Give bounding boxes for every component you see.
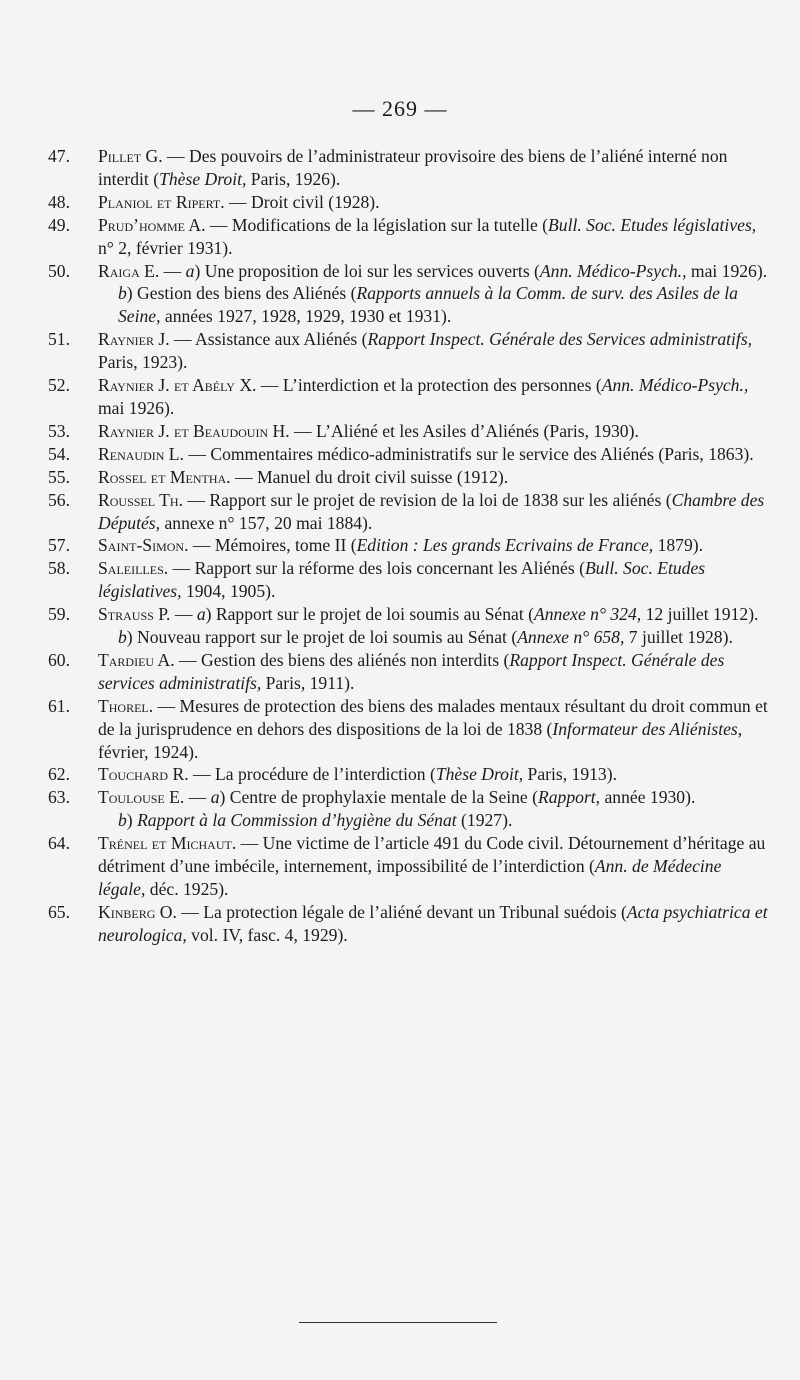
entry-text: mai 1926).: [98, 397, 175, 418]
entry-number: 48.: [48, 191, 70, 212]
entry-text: — Droit civil (1928).: [224, 191, 380, 212]
reference-entry: [48, 603, 768, 649]
entry-author: Raynier J. et Abély X.: [98, 375, 257, 396]
reference-entry: [48, 191, 768, 214]
entry-text: — Des pouvoirs de l’administrateur provisoire des biens de l’aliéné interné non interdit (: [98, 146, 728, 189]
entry-text: — Rapport sur la réforme des lois concernant les Aliénés (: [168, 558, 585, 579]
entry-number: 55.: [48, 466, 70, 487]
reference-entry: [48, 649, 768, 695]
entry-text: 1904, 1905).: [181, 581, 276, 602]
entry-text: 7 juillet 1928).: [624, 627, 733, 648]
entry-text: Paris, 1911).: [261, 672, 355, 693]
entry-text: (1927).: [456, 810, 513, 831]
entry-number: 59.: [48, 604, 70, 625]
reference-subentry: [98, 809, 768, 832]
entry-source: Ann. Médico-Psych.,: [539, 260, 687, 281]
entry-text: année 1930).: [600, 787, 696, 808]
entry-text: 12 juillet 1912).: [641, 604, 759, 625]
entry-number: 49.: [48, 214, 70, 235]
entry-text: mai 1926).: [686, 260, 768, 281]
entry-number: 47.: [48, 146, 70, 166]
entry-source: b: [118, 283, 127, 304]
reference-entry: [48, 557, 768, 603]
entry-author: Raynier J.: [98, 329, 170, 350]
entry-author: Raynier J. et Beaudouin H.: [98, 420, 290, 441]
entry-text: années 1927, 1928, 1929, 1930 et 1931).: [160, 306, 452, 327]
entry-text: ) Gestion des biens des Aliénés (: [126, 283, 357, 304]
entry-author: Strauss P.: [98, 604, 171, 625]
entry-author: Toulouse E.: [98, 787, 185, 808]
entry-source: Edition : Les grands Ecrivains de France,: [356, 535, 654, 556]
entry-text: — Commentaires médico-administratifs sur le service des Aliénés (Paris, 1863).: [183, 443, 754, 464]
entry-source: Annexe n° 658,: [517, 627, 625, 648]
entry-source: a: [185, 260, 195, 281]
entry-source: Annexe n° 324,: [533, 604, 642, 625]
reference-entry: [48, 328, 768, 374]
entry-number: 63.: [48, 787, 70, 808]
entry-text: Paris, 1926).: [246, 168, 341, 189]
entry-source: Thèse Droit,: [435, 764, 524, 785]
entry-author: Thorel.: [98, 695, 154, 716]
entry-number: 64.: [48, 833, 70, 854]
entry-text: annexe n° 157, 20 mai 1884).: [160, 512, 373, 533]
entry-source: a: [196, 604, 206, 625]
entry-source: Ann. de Médecine légale,: [98, 856, 722, 899]
page-number: — 269 —: [352, 96, 448, 121]
entry-number: 52.: [48, 375, 70, 396]
entry-text: —: [159, 260, 186, 281]
reference-entry: [48, 214, 768, 260]
entry-number: 61.: [48, 695, 70, 716]
separator-rule: [299, 1322, 497, 1323]
entry-author: Rossel et Mentha.: [98, 466, 231, 487]
reference-entry: [48, 489, 768, 535]
entry-text: — Rapport sur le projet de revision de la loi de 1838 sur les aliénés (: [182, 489, 672, 510]
reference-entry: [48, 695, 768, 764]
entry-text: — Gestion des biens des aliénés non interdits (: [174, 649, 510, 670]
entry-author: Renaudin L.: [98, 443, 184, 464]
references-list: [48, 145, 768, 947]
entry-number: 60.: [48, 649, 70, 670]
entry-text: déc. 1925).: [145, 879, 229, 899]
entry-number: 62.: [48, 764, 70, 785]
entry-source: Rapport Inspect. Générale des services administratifs,: [98, 649, 725, 693]
entry-source: Bull. Soc. Etudes législatives,: [98, 558, 706, 602]
entry-author: Planiol et Ripert.: [98, 191, 225, 212]
entry-text: — Assistance aux Aliénés (: [169, 329, 368, 350]
entry-text: — La protection légale de l’aliéné devant un Tribunal suédois (: [176, 901, 627, 922]
entry-source: Chambre des Députés,: [98, 489, 765, 533]
entry-text: n° 2, février 1931).: [98, 237, 233, 258]
entry-number: 56.: [48, 489, 70, 510]
entry-text: — Une victime de l’article 491 du Code civil. Détournement d’héritage au détriment d’une imbécile, internement, impossibilité de l’interdiction (: [98, 833, 766, 877]
entry-text: Paris, 1913).: [523, 764, 617, 785]
reference-subentry: [98, 282, 768, 328]
entry-source: Informateur des Aliénistes,: [552, 718, 743, 739]
entry-source: Rapport,: [538, 787, 601, 808]
entry-text: — Mémoires, tome II (: [188, 535, 357, 556]
reference-entry: [48, 145, 768, 191]
entry-text: février, 1924).: [98, 741, 199, 762]
entry-author: Saleilles.: [98, 558, 169, 579]
reference-entry: [48, 420, 768, 443]
entry-text: 1879).: [653, 535, 704, 556]
entry-text: ): [126, 810, 138, 831]
entry-source: Bull. Soc. Etudes législatives,: [548, 214, 757, 235]
entry-number: 51.: [48, 329, 70, 350]
entry-author: Tardieu A.: [98, 649, 175, 670]
entry-author: Prud’homme A.: [98, 214, 206, 235]
entry-number: 65.: [48, 901, 70, 922]
entry-author: Kinberg O.: [98, 901, 177, 922]
reference-entry: [48, 901, 768, 947]
entry-text: ) Une proposition de loi sur les services ouverts (: [194, 260, 540, 281]
entry-author: Saint-Simon.: [98, 535, 189, 556]
entry-text: — Mesures de protection des biens des malades mentaux résultant du droit commun et de la jurisprudence en dehors des dispositions de la loi de 1838 (: [98, 695, 768, 739]
entry-text: — L’Aliéné et les Asiles d’Aliénés (Paris, 1930).: [289, 420, 639, 441]
entry-text: — Modifications de la législation sur la tutelle (: [205, 214, 549, 235]
reference-entry: [48, 260, 768, 329]
entry-number: 53.: [48, 420, 70, 441]
entry-source: Rapports annuels à la Comm. de surv. des Asiles de la Seine,: [118, 283, 738, 327]
entry-author: Trénel et Michaut.: [98, 833, 237, 854]
entry-author: Raiga E.: [98, 260, 160, 281]
reference-entry: [48, 534, 768, 557]
entry-source: Ann. Médico-Psych.,: [601, 375, 749, 396]
reference-entry: [48, 763, 768, 786]
entry-text: —: [170, 604, 197, 625]
entry-source: Thèse Droit,: [159, 168, 247, 189]
entry-author: Touchard R.: [98, 764, 189, 785]
entry-source: Rapport Inspect. Générale des Services administratifs,: [367, 329, 753, 350]
entry-author: Pillet G.: [98, 146, 163, 166]
entry-source: a: [210, 787, 220, 808]
entry-source: Rapport à la Commission d’hygiène du Sénat: [137, 810, 457, 831]
reference-entry: [48, 466, 768, 489]
entry-author: Roussel Th.: [98, 489, 183, 510]
entry-text: —: [184, 787, 211, 808]
entry-text: vol. IV, fasc. 4, 1929).: [186, 924, 348, 945]
entry-text: ) Rapport sur le projet de loi soumis au Sénat (: [205, 604, 534, 625]
entry-number: 50.: [48, 260, 70, 281]
reference-entry: [48, 374, 768, 420]
reference-entry: [48, 786, 768, 832]
entry-text: — Manuel du droit civil suisse (1912).: [230, 466, 509, 487]
entry-text: — L’interdiction et la protection des personnes (: [256, 375, 602, 396]
entry-number: 54.: [48, 443, 70, 464]
entry-text: ) Centre de prophylaxie mentale de la Seine (: [219, 787, 539, 808]
entry-source: b: [118, 810, 127, 831]
entry-number: 58.: [48, 558, 70, 579]
entry-text: ) Nouveau rapport sur le projet de loi soumis au Sénat (: [126, 627, 518, 648]
entry-source: b: [118, 627, 127, 648]
entry-source: Acta psychiatrica et neurologica,: [98, 901, 768, 945]
reference-entry: [48, 443, 768, 466]
entry-text: Paris, 1923).: [98, 352, 188, 373]
entry-number: 57.: [48, 535, 70, 556]
reference-subentry: [98, 626, 768, 649]
reference-entry: [48, 832, 768, 901]
entry-text: — La procédure de l’interdiction (: [188, 764, 436, 785]
